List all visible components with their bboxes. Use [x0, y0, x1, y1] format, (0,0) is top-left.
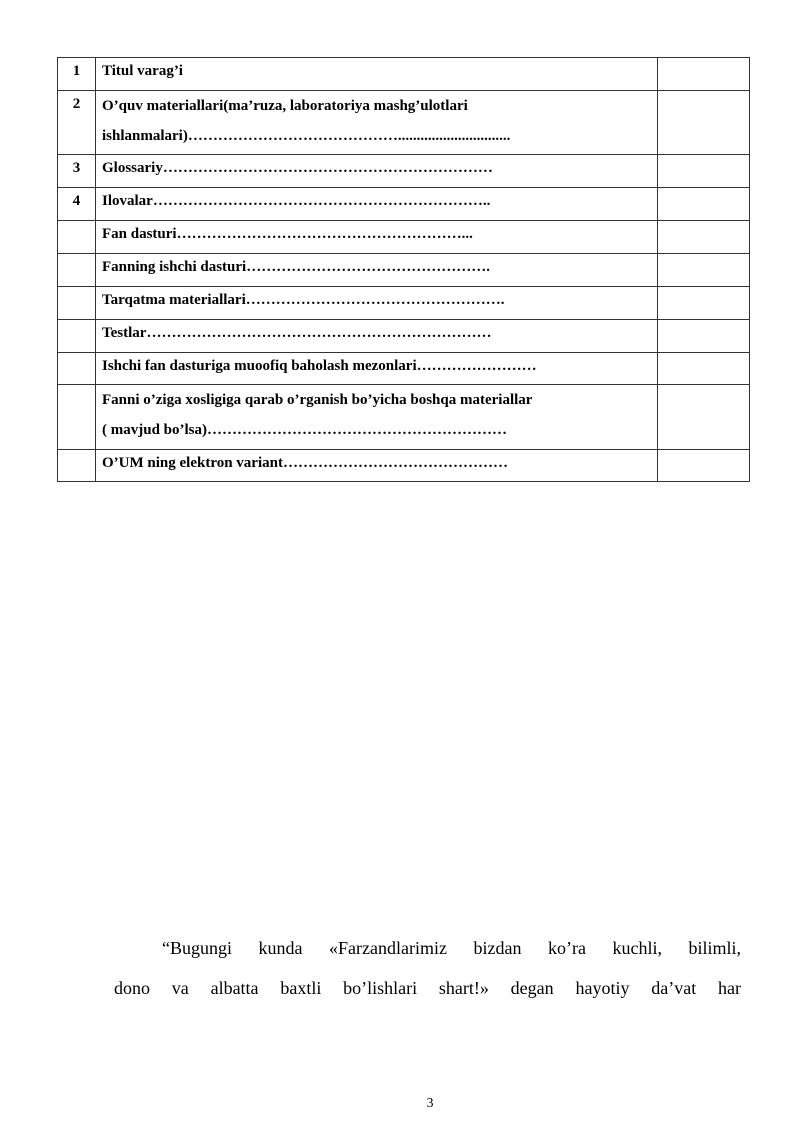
row-page-cell [658, 188, 750, 221]
row-number-cell: 4 [58, 188, 96, 221]
row-title-cell: Titul varag’i [96, 58, 658, 91]
row-title-cell: Testlar…………………………………………………………… [96, 320, 658, 353]
row-page-cell [658, 58, 750, 91]
row-title-cell: O’quv materiallari(ma’ruza, laboratoriya mashg’ulotlari ishlanmalari)…………………………………….............................. [96, 91, 658, 155]
row-page-cell [658, 320, 750, 353]
row-number-cell [58, 221, 96, 254]
row-title-cell: O’UM ning elektron variant……………………………………… [96, 450, 658, 482]
contents-row [58, 188, 750, 221]
contents-row [58, 221, 750, 254]
row-page-cell [658, 91, 750, 155]
paragraph-line-2: dono va albatta baxtli bo’lishlari shart!» degan hayotiy da’vat har [114, 978, 741, 998]
row-title-cell: Fanning ishchi dasturi…………………………………………. [96, 254, 658, 287]
row-page-cell [658, 385, 750, 450]
contents-row [58, 58, 750, 91]
row-number-cell [58, 353, 96, 385]
row-number-cell [58, 320, 96, 353]
page-number: 3 [426, 1096, 434, 1111]
row-title-cell: Ishchi fan dasturiga muoofiq baholash mezonlari…………………… [96, 353, 658, 385]
contents-table [57, 57, 750, 482]
row-number-cell [58, 385, 96, 450]
row-page-cell [658, 450, 750, 482]
row-title-cell: Fanni o’ziga xosligiga qarab o’rganish bo’yicha boshqa materiallar ( mavjud bo’lsa)…………………………………………………… [96, 385, 658, 450]
contents-row [58, 91, 750, 155]
contents-row [58, 155, 750, 188]
row-page-cell [658, 221, 750, 254]
row-title-cell: Tarqatma materiallari……………………………………………. [96, 287, 658, 320]
row-title-cell: Fan dasturi…………………………………………………... [96, 221, 658, 254]
row-page-cell [658, 353, 750, 385]
row-title-cell: Ilovalar………………………………………………………….. [96, 188, 658, 221]
row-number-cell: 2 [58, 91, 96, 155]
contents-row [58, 320, 750, 353]
row-number-cell [58, 287, 96, 320]
row-number-cell [58, 254, 96, 287]
row-title-cell: Glossariy………………………………………………………… [96, 155, 658, 188]
paragraph-line-1: “Bugungi kunda «Farzandlarimiz bizdan ko’ra kuchli, bilimli, [162, 938, 741, 958]
contents-row [58, 254, 750, 287]
contents-row [58, 450, 750, 482]
row-page-cell [658, 155, 750, 188]
contents-row [58, 287, 750, 320]
row-number-cell: 3 [58, 155, 96, 188]
body-paragraph [114, 928, 741, 1008]
contents-row [58, 353, 750, 385]
row-number-cell [58, 450, 96, 482]
row-number-cell: 1 [58, 58, 96, 91]
row-page-cell [658, 254, 750, 287]
contents-row [58, 385, 750, 450]
row-page-cell [658, 287, 750, 320]
